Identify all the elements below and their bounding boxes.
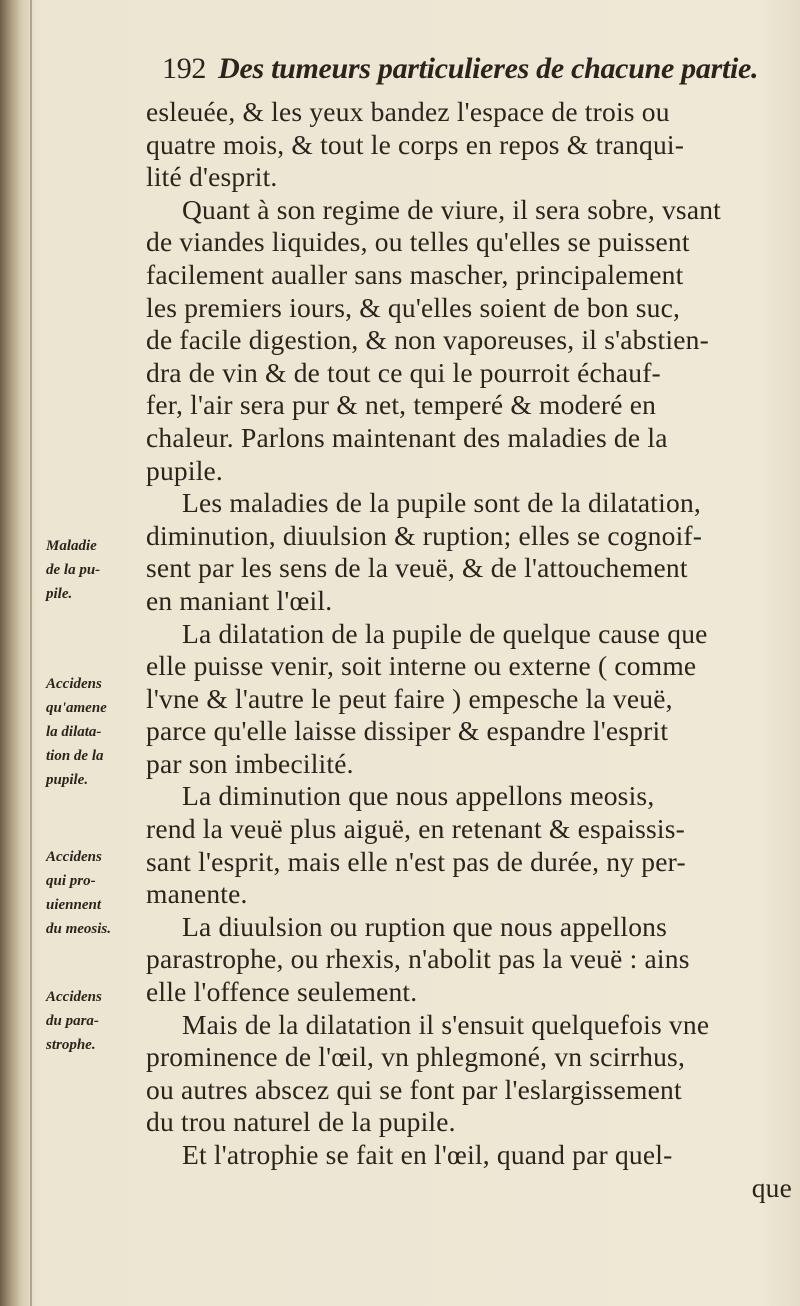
margin-note-line: qu'amene	[46, 700, 107, 716]
text-line: Les maladies de la pupile sont de la dilatation,	[182, 487, 701, 519]
margin-note-line: qui pro-	[46, 873, 96, 889]
text-line: par son imbecilité.	[146, 747, 354, 779]
margin-note-line: de la pu-	[46, 562, 101, 578]
margin-note-maladie-pupile	[46, 534, 146, 606]
text-line: parastrophe, ou rhexis, n'abolit pas la veuë : ains	[146, 943, 690, 975]
running-header	[162, 52, 792, 96]
margin-note-line: Accidens	[46, 849, 102, 865]
margin-note-line: pupile.	[46, 772, 89, 788]
text-line: diminution, diuulsion & ruption; elles se cognoif-	[146, 519, 703, 551]
running-title: Des tumeurs particulieres de chacune partie.	[218, 52, 759, 85]
text-line: pupile.	[146, 454, 224, 486]
body-text	[146, 96, 794, 1204]
margin-note-line: Accidens	[46, 989, 102, 1005]
margin-note-line: Maladie	[46, 538, 97, 554]
text-line: La diminution que nous appellons meosis,	[182, 780, 655, 812]
text-line: de facile digestion, & non vaporeuses, il s'abstien-	[146, 324, 709, 356]
text-line: l'vne & l'autre le peut faire ) empesche la veuë,	[146, 682, 673, 714]
text-line: Et l'atrophie se fait en l'œil, quand par quel-	[182, 1139, 673, 1170]
text-line: Quant à son regime de viure, il sera sobre, vsant	[182, 193, 722, 225]
text-line: de viandes liquides, ou telles qu'elles se puissent	[146, 226, 690, 258]
margin-note-line: pile.	[46, 586, 73, 602]
text-line: rend la veuë plus aiguë, en retenant & espaissis-	[146, 813, 686, 845]
text-line: elle l'offence seulement.	[146, 976, 418, 1008]
catchword: que	[751, 1171, 792, 1203]
margin-note-line: la dilata-	[46, 724, 102, 740]
margin-note-line: tion de la	[46, 748, 104, 764]
text-line: du trou naturel de la pupile.	[146, 1106, 456, 1138]
margin-note-accidens-dilatation	[46, 672, 146, 792]
text-line: lité d'esprit.	[146, 161, 278, 193]
text-line: en maniant l'œil.	[146, 584, 333, 616]
margin-note-accidens-parastrophe	[46, 985, 146, 1057]
text-line: La dilatation de la pupile de quelque cause que	[182, 617, 708, 649]
text-line: La diuulsion ou ruption que nous appellons	[182, 910, 668, 942]
margin-note-line: du para-	[46, 1013, 99, 1029]
text-line: parce qu'elle laisse dissiper & espandre l'esprit	[146, 715, 669, 747]
binding-gutter	[30, 0, 32, 1306]
text-line: ou autres abscez qui se font par l'eslargissement	[146, 1073, 682, 1105]
text-line: quatre mois, & tout le corps en repos & tranqui-	[146, 128, 685, 160]
margin-note-line: Accidens	[46, 676, 102, 692]
page-number: 192	[162, 52, 207, 85]
text-line: chaleur. Parlons maintenant des maladies de la	[146, 421, 668, 453]
text-line: sent par les sens de la veuë, & de l'attouchement	[146, 552, 688, 584]
text-line: prominence de l'œil, vn phlegmoné, vn scirrhus,	[146, 1041, 686, 1073]
margin-note-line: uiennent	[46, 897, 102, 913]
margin-note-line: du meosis.	[46, 921, 112, 937]
text-line: dra de vin & de tout ce qui le pourroit échauf-	[146, 356, 661, 388]
text-line: manente.	[146, 878, 248, 910]
text-line: Mais de la dilatation il s'ensuit quelquefois vne	[182, 1008, 710, 1040]
margin-note-accidens-meosis	[46, 845, 146, 941]
text-line: elle puisse venir, soit interne ou externe ( comme	[146, 650, 697, 682]
text-line: les premiers iours, & qu'elles soient de bon suc,	[146, 291, 681, 323]
text-line: sant l'esprit, mais elle n'est pas de durée, ny per-	[146, 845, 686, 877]
text-line: esleuée, & les yeux bandez l'espace de trois ou	[146, 96, 670, 127]
text-line: fer, l'air sera pur & net, temperé & moderé en	[146, 389, 657, 421]
text-line: facilement aualler sans mascher, principalement	[146, 258, 684, 290]
margin-note-line: strophe.	[46, 1037, 96, 1053]
